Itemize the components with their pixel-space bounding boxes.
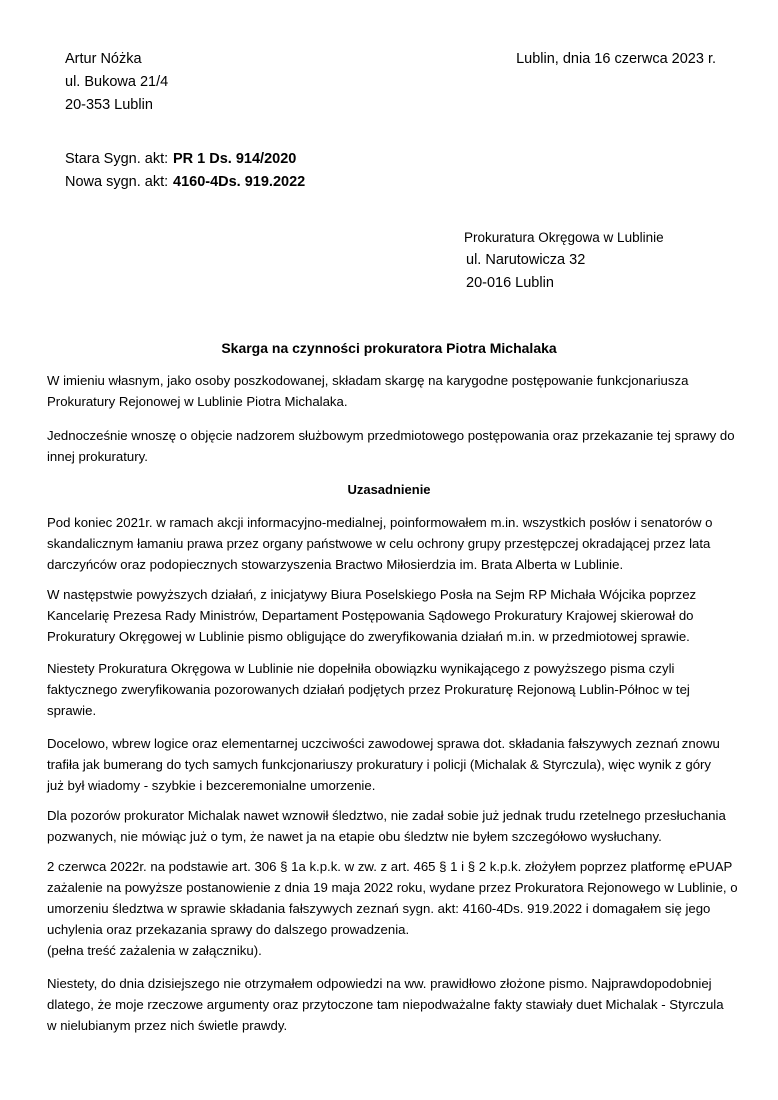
paragraph-line: trafiła jak bumerang do tych samych funkcjonariuszy prokuratury i policji (Michalak & Styrczula), więc wynik z góry — [47, 757, 712, 772]
sender-address — [65, 48, 168, 117]
paragraph-line: W imieniu własnym, jako osoby poszkodowanej, składam skargę na karygodne postępowanie funkcjonariusza — [47, 373, 689, 388]
paragraph-line: faktycznego zweryfikowania pozorowanych działań podjętych przez Prokuraturę Rejonową Lublin-Północ w tej — [47, 682, 690, 697]
new-case-value: 4160-4Ds. 919.2022 — [173, 174, 306, 190]
body-paragraph-3 — [47, 658, 737, 721]
section-heading: Uzasadnienie — [347, 482, 431, 497]
paragraph-line: uchylenia oraz przekazania sprawy do dalszego prowadzenia. — [47, 922, 410, 937]
paragraph-line: Prokuratury Rejonowej w Lublinie Piotra Michalaka. — [47, 394, 348, 409]
sender-name: Artur Nóżka — [65, 51, 142, 67]
body-paragraph-7 — [47, 973, 737, 1036]
paragraph-line: w nielubianym przez nich świetle prawdy. — [47, 1018, 288, 1033]
old-case-label: Stara Sygn. akt: — [65, 151, 169, 167]
letter-date: Lublin, dnia 16 czerwca 2023 r. — [516, 51, 716, 67]
recipient-name: Prokuratura Okręgowa w Lublinie — [464, 230, 664, 245]
body-paragraph-1 — [47, 512, 737, 575]
recipient-city: 20-016 Lublin — [466, 275, 554, 291]
body-paragraph-4 — [47, 733, 737, 796]
paragraph-line: (pełna treść zażalenia w załączniku). — [47, 943, 262, 958]
paragraph-line: pozwanych, nie mówiąc już o tym, że nawet ja na etapie obu śledztw nie byłem szczegółowo wysłuchany. — [47, 829, 662, 844]
paragraph-line: darczyńców oraz podopiecznych stowarzyszenia Bractwo Miłosierdzia im. Brata Alberta w Lublinie. — [47, 557, 624, 572]
paragraph-line: umorzeniu śledztwa w sprawie składania fałszywych zeznań sygn. akt: 4160-4Ds. 919.2022 i domagałem się jego — [47, 901, 711, 916]
new-case-ref — [65, 171, 305, 194]
paragraph-line: Jednocześnie wnoszę o objęcie nadzorem służbowym przedmiotowego postępowania oraz przekazanie tej sprawy do — [47, 428, 735, 443]
paragraph-line: Docelowo, wbrew logice oraz elementarnej uczciwości zawodowej sprawa dot. składania fałszywych zeznań znowu — [47, 736, 720, 751]
recipient-street: ul. Narutowicza 32 — [466, 252, 586, 268]
case-references — [65, 148, 305, 194]
paragraph-line: Kancelarię Prezesa Rady Ministrów, Departament Postępowania Sądowego Prokuratury Krajowej skierował do — [47, 608, 694, 623]
intro-paragraph-2 — [47, 425, 737, 467]
paragraph-line: Niestety Prokuratura Okręgowa w Lublinie nie dopełniła obowiązku wynikającego z powyższego pisma czyli — [47, 661, 675, 676]
paragraph-line: Pod koniec 2021r. w ramach akcji informacyjno-medialnej, poinformowałem m.in. wszystkich posłów i senatorów o — [47, 515, 713, 530]
body-paragraph-5 — [47, 805, 737, 847]
paragraph-line: Dla pozorów prokurator Michalak nawet wznowił śledztwo, nie zadał sobie już jednak trudu rzetelnego przesłuchania — [47, 808, 726, 823]
body-paragraph-6 — [47, 856, 737, 961]
sender-street: ul. Bukowa 21/4 — [65, 74, 169, 90]
old-case-ref — [65, 148, 305, 171]
paragraph-line: dlatego, że moje rzeczowe argumenty oraz przytoczone tam niepodważalne fakty stawiały duet Michalak - Styrczula — [47, 997, 724, 1012]
paragraph-line: Niestety, do dnia dzisiejszego nie otrzymałem odpowiedzi na ww. prawidłowo złożone pismo. Najprawdopodobniej — [47, 976, 712, 991]
old-case-value: PR 1 Ds. 914/2020 — [173, 151, 297, 167]
paragraph-line: W następstwie powyższych działań, z inicjatywy Biura Poselskiego Posła na Sejm RP Michała Wójcika poprzez — [47, 587, 697, 602]
sender-city: 20-353 Lublin — [65, 97, 153, 113]
document-title: Skarga na czynności prokuratora Piotra Michalaka — [221, 340, 557, 356]
paragraph-line: sprawie. — [47, 703, 97, 718]
paragraph-line: 2 czerwca 2022r. na podstawie art. 306 § 1a k.p.k. w zw. z art. 465 § 1 i § 2 k.p.k. złożyłem poprzez platformę ePUAP — [47, 859, 733, 874]
recipient-address — [464, 226, 664, 295]
paragraph-line: Prokuratury Okręgowej w Lublinie pismo obligujące do zweryfikowania działań m.in. w przedmiotowej sprawie. — [47, 629, 690, 644]
paragraph-line: zażalenie na powyższe postanowienie z dnia 19 maja 2022 roku, wydane przez Prokuratora Rejonowego w Lublinie, o — [47, 880, 738, 895]
body-paragraph-2 — [47, 584, 737, 647]
intro-paragraph-1 — [47, 370, 737, 412]
paragraph-line: już był wiadomy - szybkie i bezceremonialne umorzenie. — [47, 778, 376, 793]
paragraph-line: innej prokuratury. — [47, 449, 148, 464]
new-case-label: Nowa sygn. akt: — [65, 174, 169, 190]
paragraph-line: skandalicznym łamaniu prawa przez organy państwowe w celu ochrony grupy przestępczej okradającej przez lata — [47, 536, 711, 551]
